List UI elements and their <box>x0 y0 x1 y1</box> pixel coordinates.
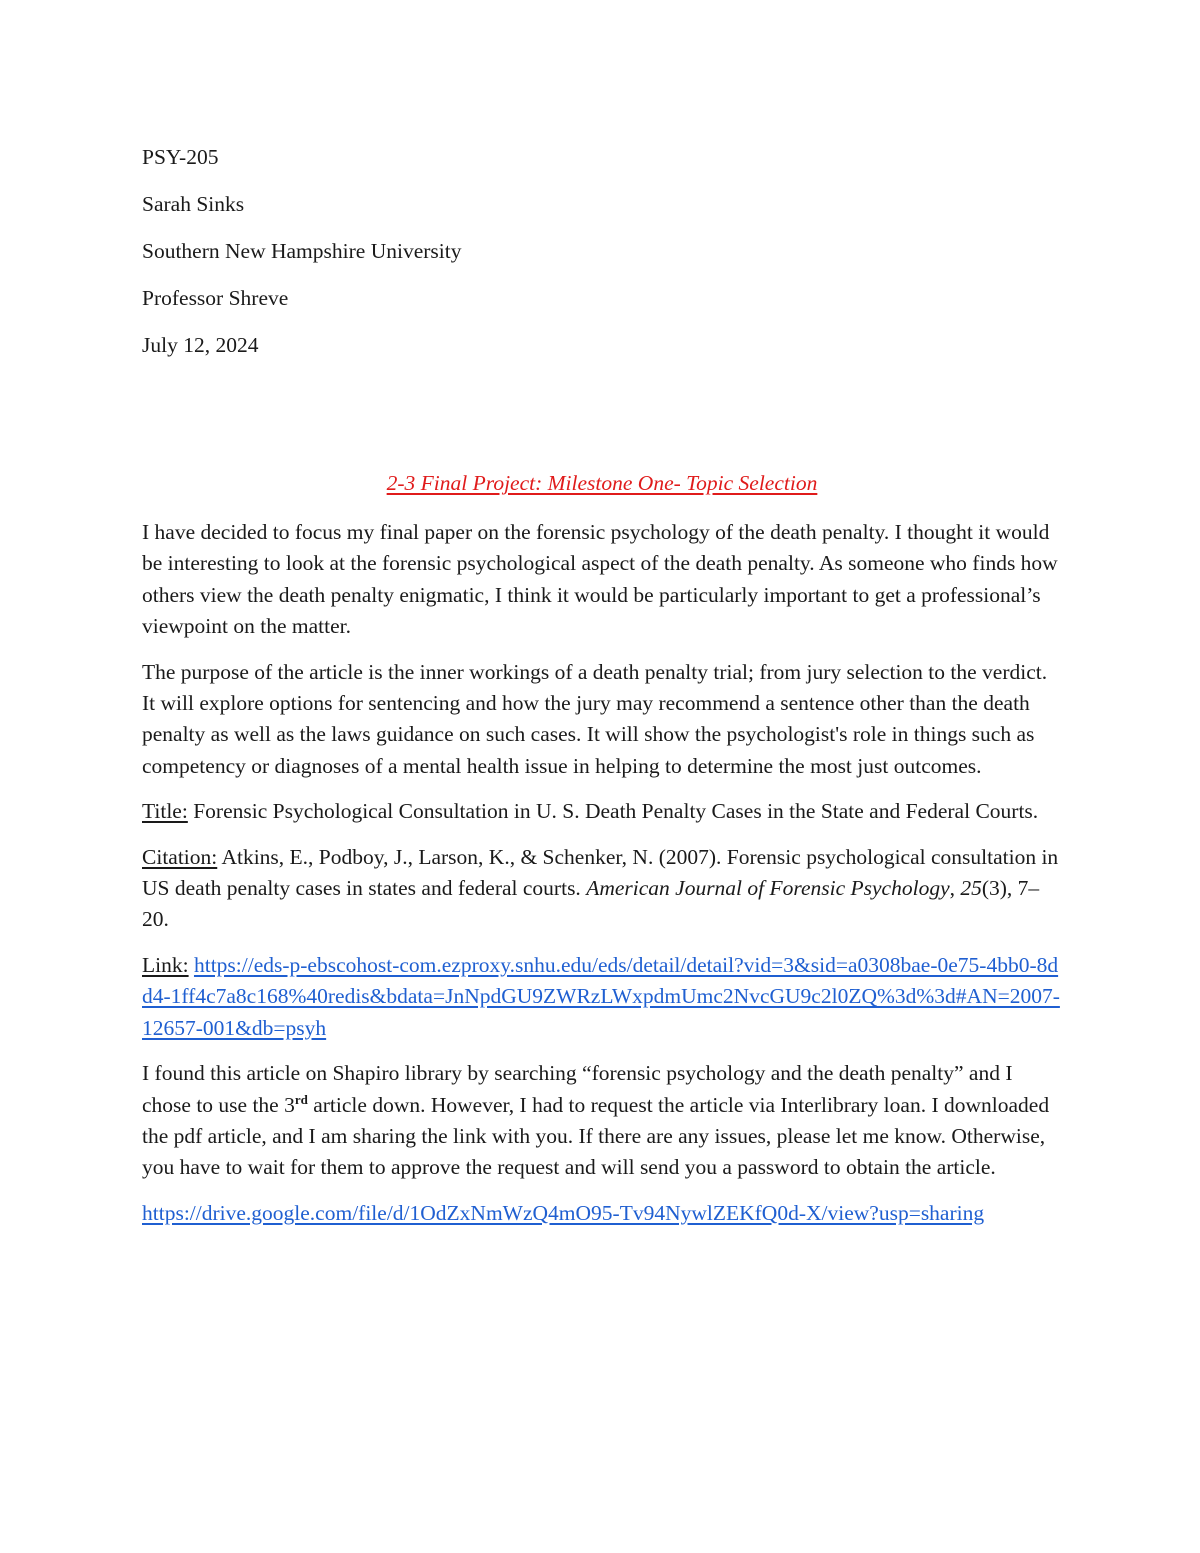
drive-link-paragraph <box>142 1198 1062 1229</box>
drive-link[interactable]: https://drive.google.com/file/d/1OdZxNmWzQ4mO95-Tv94NywlZEKfQ0d-X/view?usp=sharing <box>142 1200 985 1225</box>
link-label: Link: <box>142 952 189 977</box>
link-paragraph <box>142 950 1062 1044</box>
citation-label: Citation: <box>142 844 218 869</box>
citation-separator: , <box>949 876 961 901</box>
intro-paragraph: I have decided to focus my final paper on the forensic psychology of the death penalty. I thought it would be interesting to look at the forensic psychological aspect of the death penalty. As someone who finds how others view the death penalty enigmatic, I think it would be particularly important to get a professional’s viewpoint on the matter. <box>142 520 1058 639</box>
title-label: Title: <box>142 799 188 824</box>
citation-issue-pages: (3), 7–20. <box>142 876 1040 932</box>
citation-journal: American Journal of Forensic Psychology <box>586 876 950 901</box>
found-text-end: article down. However, I had to request the article via Interlibrary loan. I downloaded the pdf article, and I am sharing the link with you. If there are any issues, please let me know. Otherwise, you have to wait for them to approve the request and will send you a password to obtain the article. <box>142 1092 1050 1180</box>
ordinal-suffix: rd <box>294 1091 308 1107</box>
citation-paragraph <box>142 842 1062 936</box>
article-link[interactable]: https://eds-p-ebscohost-com.ezproxy.snhu.edu/eds/detail/detail?vid=3&sid=a0308bae-0e75-4bb0-8dd4-1ff4c7a8c168%40redis&bdata=JnNpdGU9ZWRzLWxpdmUmc2NvcGU9c2l0ZQ%3d%3d#AN=2007-12657-001&db=psyh <box>142 952 1060 1040</box>
student-name: Sarah Sinks <box>142 192 245 216</box>
document-body <box>142 517 1062 1243</box>
found-paragraph <box>142 1058 1062 1184</box>
article-title-text: Forensic Psychological Consultation in U. S. Death Penalty Cases in the State and Federal Courts. <box>187 799 1039 824</box>
citation-text: Atkins, E., Podboy, J., Larson, K., & Schenker, N. (2007). Forensic psychological consultation in US death penalty cases in states and federal courts. <box>142 844 1059 901</box>
submission-date: July 12, 2024 <box>142 333 259 357</box>
article-title-paragraph <box>142 796 1062 827</box>
found-text-start: I found this article on Shapiro library by searching “forensic psychology and the death penalty” and I chose to use the 3 <box>142 1061 1013 1117</box>
professor-name: Professor Shreve <box>142 286 289 310</box>
citation-volume: 25 <box>960 876 982 901</box>
course-code: PSY-205 <box>142 145 219 169</box>
purpose-paragraph: The purpose of the article is the inner workings of a death penalty trial; from jury selection to the verdict. It will explore options for sentencing and how the jury may recommend a sentence other than the death penalty as well as the laws guidance on such cases. It will show the psychologist's role in things such as competency or diagnoses of a mental health issue in helping to determine the most just outcomes. <box>142 659 1048 778</box>
university-name: Southern New Hampshire University <box>142 239 462 263</box>
document-title: 2-3 Final Project: Milestone One- Topic Selection <box>386 471 818 495</box>
